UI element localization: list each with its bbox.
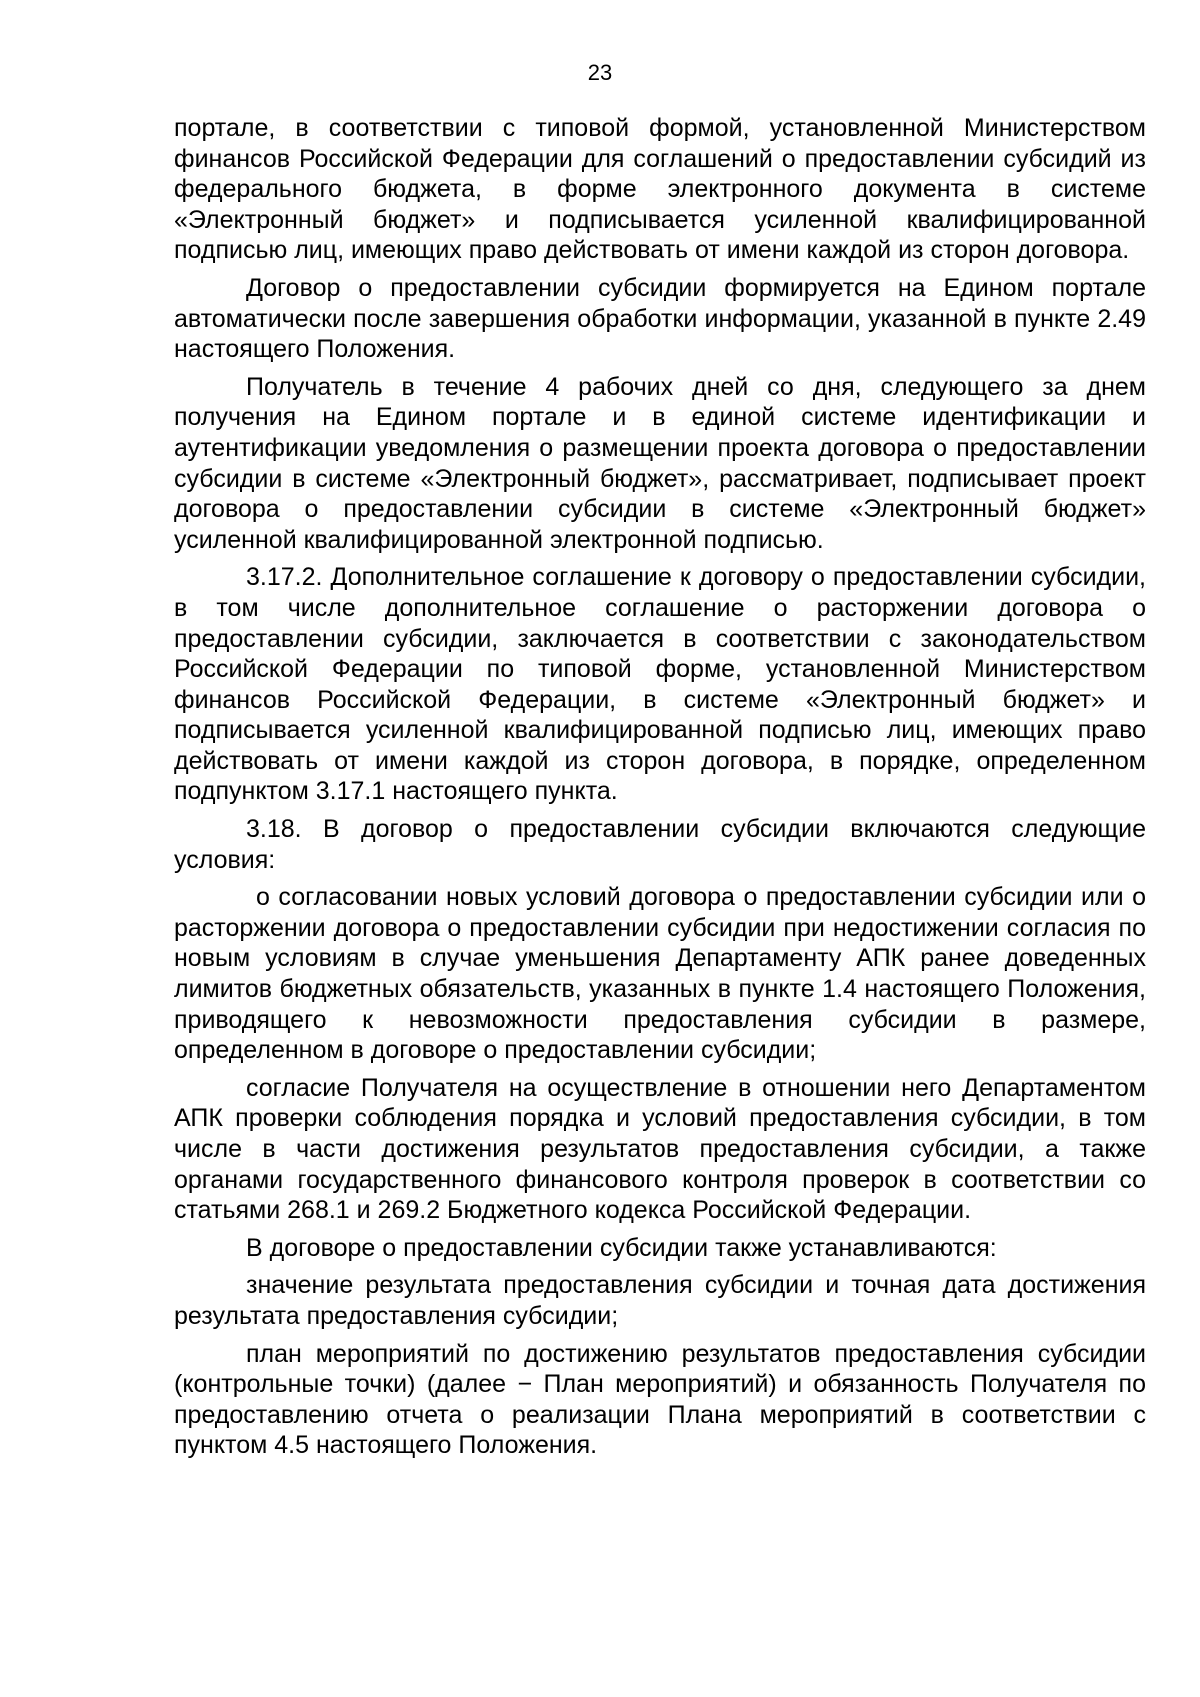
paragraph-portal-continuation: портале, в соответствии с типовой формой, установленной Министерством финансов Российской Федерации для соглашений о предоставлении субсидий из федерального бюджета, в форме электронного документа в системе «Электронный бюджет» и подписывается усиленной квалифицированной подписью лиц, имеющих право действовать от имени каждой из сторон договора. — [174, 114, 1146, 265]
paragraph-action-plan: план мероприятий по достижению результатов предоставления субсидии (контрольные точки) (далее − План мероприятий) и обязанность Получателя по предоставлению отчета о реализации Плана мероприятий в соответствии с пунктом 4.5 настоящего Положения. — [174, 1339, 1146, 1460]
paragraph-new-conditions: о согласовании новых условий договора о предоставлении субсидии или о расторжении договора о предоставлении субсидии при недостижении согласия по новым условиям в случае уменьшения Департаменту АПК ранее доведенных лимитов бюджетных обязательств, указанных в пункте 1.4 настоящего Положения, приводящего к невозможности предоставления субсидии в размере, определенном в договоре о предоставлении субсидии; — [174, 883, 1146, 1065]
document-body — [174, 113, 1146, 1468]
paragraph-recipient-signing: Получатель в течение 4 рабочих дней со дня, следующего за днем получения на Едином портале и в единой системе идентификации и аутентификации уведомления о размещении проекта договора о предоставлении субсидии в системе «Электронный бюджет», рассматривает, подписывает проект договора о предоставлении субсидии в системе «Электронный бюджет» усиленной квалифицированной электронной подписью. — [174, 372, 1146, 554]
paragraph-also-established: В договоре о предоставлении субсидии также устанавливаются: — [246, 1233, 997, 1262]
paragraph-consent-inspection: согласие Получателя на осуществление в отношении него Департаментом АПК проверки соблюдения порядка и условий предоставления субсидии, в том числе в части достижения результатов предоставления субсидии, а также органами государственного финансового контроля проверок в соответствии со статьями 268.1 и 269.2 Бюджетного кодекса Российской Федерации. — [174, 1073, 1146, 1225]
paragraph-contract-formation: Договор о предоставлении субсидии формируется на Едином портале автоматически после завершения обработки информации, указанной в пункте 2.49 настоящего Положения. — [174, 273, 1146, 364]
paragraph-3-18: 3.18. В договор о предоставлении субсидии включаются следующие условия: — [174, 815, 1146, 874]
paragraph-result-value: значение результата предоставления субсидии и точная дата достижения результата предоставления субсидии; — [174, 1271, 1146, 1330]
page-number: 23 — [587, 60, 613, 85]
paragraph-3-17-2: 3.17.2. Дополнительное соглашение к договору о предоставлении субсидии, в том числе дополнительное соглашение о расторжении договора о предоставлении субсидии, заключается в соответствии с законодательством Российской Федерации по типовой форме, установленной Министерством финансов Российской Федерации, в системе «Электронный бюджет» и подписывается усиленной квалифицированной подписью лиц, имеющих право действовать от имени каждой из сторон договора, в порядке, определенном подпунктом 3.17.1 настоящего пункта. — [174, 563, 1146, 806]
